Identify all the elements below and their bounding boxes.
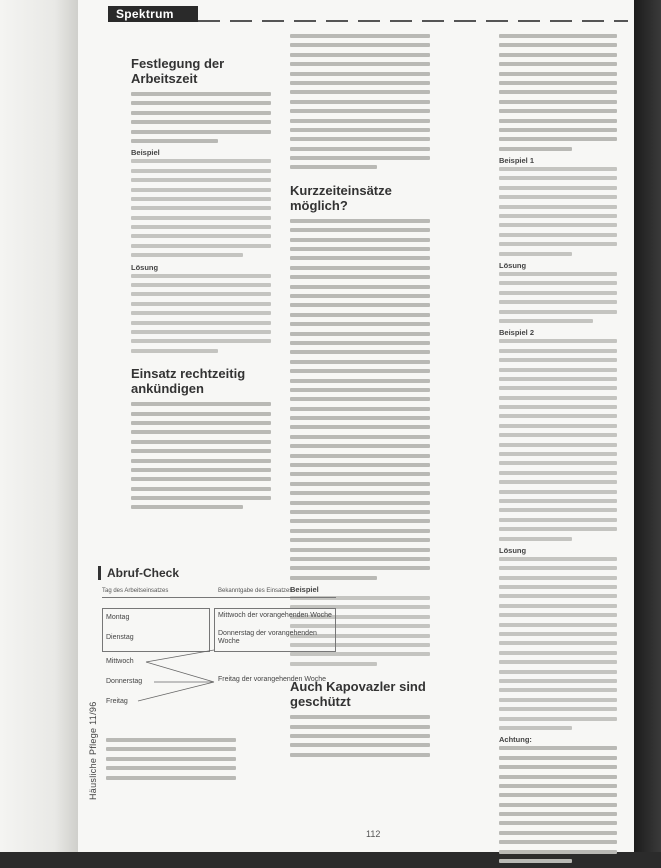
solution-text-block: [131, 274, 271, 353]
solution-1-label: Lösung: [499, 260, 527, 270]
example-text-block: [499, 339, 617, 540]
check-row-label: Dienstag: [106, 634, 134, 641]
heading-festlegung: Festlegung der Arbeitszeit: [131, 56, 225, 86]
scan-left-page-edge: [0, 0, 78, 852]
check-rule-text: Mittwoch der vorangehenden Woche: [218, 612, 332, 619]
margin-publication-label: Häusliche Pflege 11/96: [88, 701, 98, 800]
heading-einsatz-ankuendigen: Einsatz rechtzeitig ankündigen: [131, 366, 246, 397]
column-left: [131, 56, 271, 515]
solution-2-label: Lösung: [499, 545, 527, 555]
check-col-header-left: Tag des Arbeitseinsatzes: [102, 588, 169, 594]
body-text-block: [499, 746, 617, 863]
check-title-bar: [98, 566, 101, 580]
answer-label: Achtung:: [499, 735, 532, 745]
page-number: 112: [366, 829, 381, 839]
solution-text-block: [499, 272, 617, 323]
example-1-label: Beispiel 1: [499, 156, 535, 166]
check-row-label: Freitag: [106, 698, 128, 705]
body-text-block: [499, 34, 617, 151]
body-text-block: [131, 92, 271, 143]
check-row-label: Mittwoch: [106, 658, 134, 665]
check-title: Abruf-Check: [107, 566, 180, 580]
example-label: Beispiel: [290, 585, 319, 595]
section-label: Spektrum: [116, 7, 174, 21]
check-row-label: Montag: [106, 614, 130, 621]
check-col-header-right: Bekanntgabe des Einsatzes: [218, 588, 293, 594]
example-text-block: [131, 159, 271, 257]
check-connector-lines: [102, 588, 336, 728]
body-text-block: [290, 34, 430, 169]
check-row-label: Donnerstag: [106, 678, 143, 685]
section-header: [108, 6, 628, 22]
scan-right-edge: [634, 0, 661, 852]
check-rule-text: Freitag der vorangehenden Woche: [218, 676, 327, 683]
heading-kurzzeiteinsaetze: Kurzzeiteinsätze möglich?: [290, 182, 392, 213]
column-right: [499, 34, 617, 868]
example-label: Beispiel: [131, 148, 160, 158]
abruf-check-diagram: [102, 588, 336, 818]
section-tab: [108, 6, 198, 22]
solution-text-block: [499, 557, 617, 730]
body-text-block: [131, 402, 271, 509]
heading-kapovazler: Auch Kapovazler sind geschützt: [290, 679, 426, 710]
document-page: [78, 0, 634, 852]
check-caption-text: [106, 738, 246, 785]
check-rule-text: Donnerstag der vorangehenden Woche: [218, 630, 317, 645]
header-rule: [198, 20, 628, 22]
solution-label: Lösung: [131, 262, 159, 272]
example-text-block: [499, 167, 617, 256]
body-text-block: [290, 219, 430, 580]
example-2-label: Beispiel 2: [499, 328, 535, 338]
